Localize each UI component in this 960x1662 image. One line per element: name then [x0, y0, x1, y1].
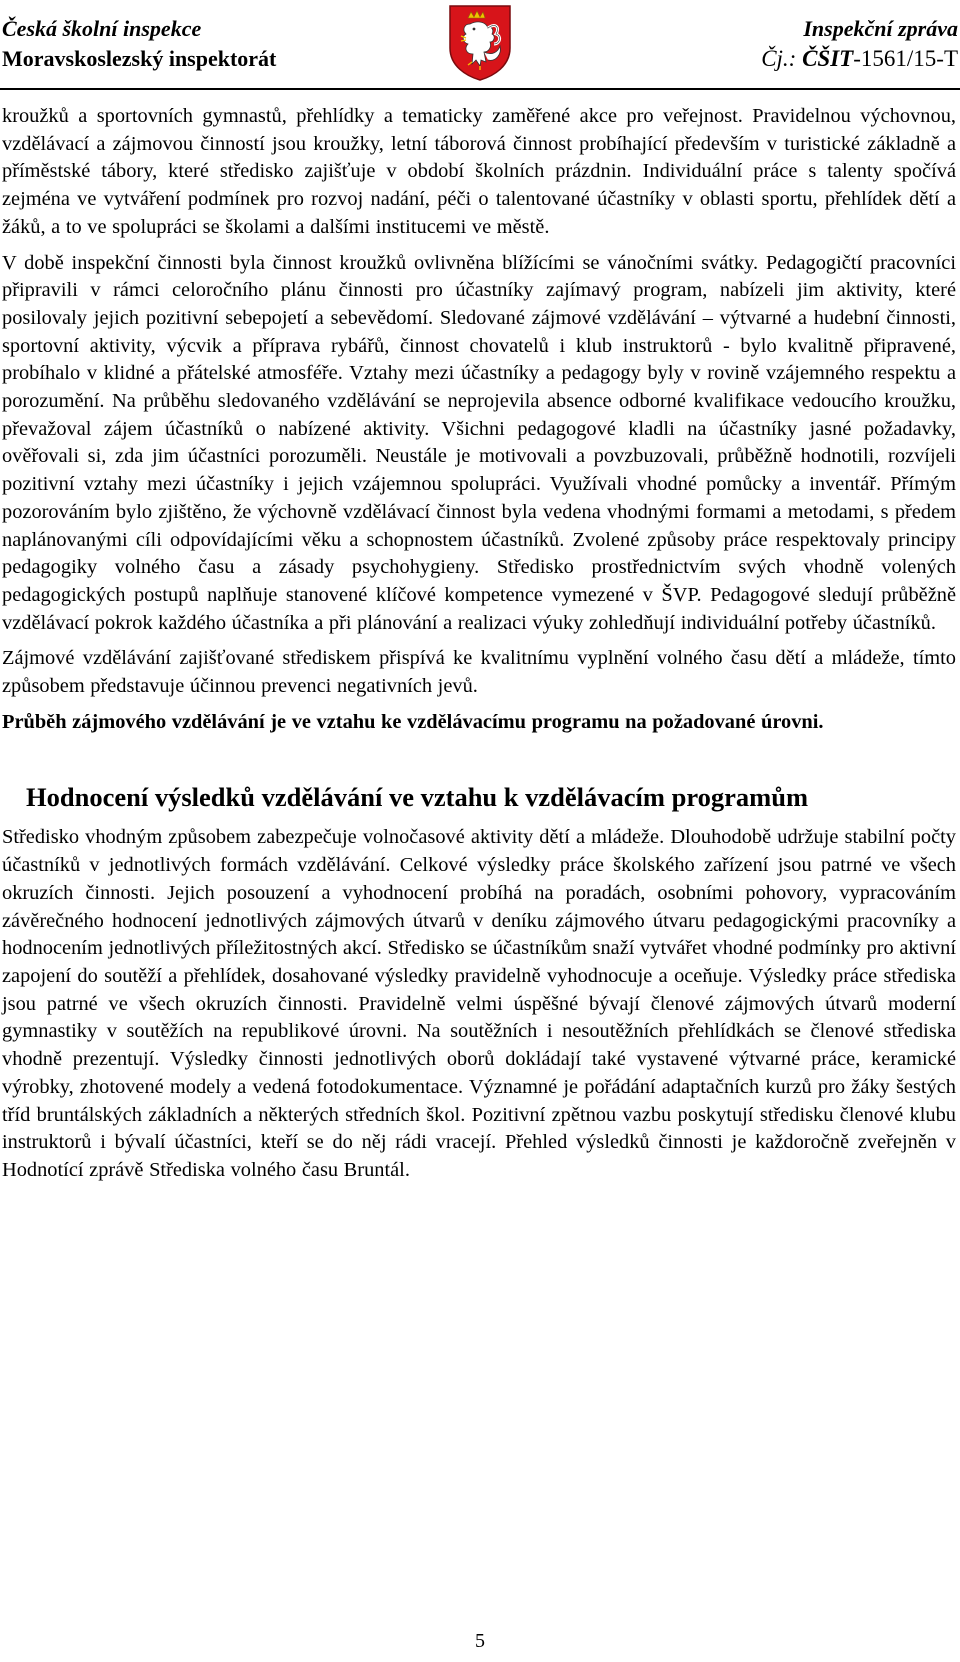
- page-header: [0, 0, 960, 92]
- institution-name: Česká školní inspekce: [2, 16, 202, 41]
- paragraph-conclusion: Průběh zájmového vzdělávání je ve vztahu ke vzdělávacímu programu na požadované úrovni.: [2, 710, 824, 733]
- paragraph-leisure: Zájmové vzdělávání zajišťované střediskem přispívá ke kvalitnímu vyplnění volného času dětí a mládeže, tímto způsobem představuje účinnou prevenci negativních jevů.: [2, 647, 956, 698]
- czech-lion-coat-of-arms-icon: [448, 4, 512, 82]
- ref-number: -1561/15-T: [853, 46, 958, 71]
- ref-code: ČŠIT: [802, 46, 854, 71]
- report-type: Inspekční zpráva: [803, 16, 958, 41]
- header-right: [761, 14, 958, 74]
- page-body: [2, 103, 956, 1185]
- header-divider: [0, 88, 960, 90]
- paragraph-inspection: V době inspekční činnosti byla činnost kroužků ovlivněna blížícími se vánočními svátky. Pedagogičtí pracovníci připravili v rámci celoročního plánu činnosti pro účastníky zajímavý program, nabízeli jim aktivity, které posilovaly jejich pozitivní sebepojetí a sebevědomí. Sledované zájmové vzdělávání – výtvarné a hudební činnosti, sportovní aktivity, výcvik a příprava rybářů, činnost chovatelů i klub instruktorů - bylo kvalitně připravené, probíhalo v klidné a přátelské atmosféře. Vztahy mezi účastníky a pedagogy byly v rovině vzájemného respektu a porozumění. Na průběhu sledovaného vzdělávání se neprojevila absence odborné kvalifikace vedoucího kroužku, převažoval zájem účastníků o nabízené aktivity. Všichni pedagogové kladli na účastníky jasné požadavky, ověřovali si, zda jim účastníci porozuměli. Neustále je motivovali a povzbuzovali, průběžně hodnotili, rozvíjeli pozitivní vztahy mezi účastníky i jejich vzájemnou spolupráci. Využívali vhodné pomůcky a inventář. Přímým pozorováním bylo zjištěno, že výchovně vzdělávací činnost byla vedena vhodnými formami a metodami, s předem naplánovanými cíli odpovídajícími věku a schopnostem účastníků. Zvolené způsoby práce respektovaly principy pedagogiky volného času a zásady psychohygieny. Středisko prostřednictvím svých vhodně volených pedagogických postupů naplňuje stanovené klíčové kompetence vymezené v ŠVP. Pedagogové sledují průběžně vzdělávací pokrok každého účastníka a při plánování a realizaci výuky zohledňují individuální potřeby účastníků.: [2, 251, 956, 634]
- header-left: [2, 14, 276, 74]
- reference-number: [761, 44, 958, 74]
- ref-prefix: Čj.:: [761, 46, 803, 71]
- paragraph-results: Středisko vhodným způsobem zabezpečuje volnočasové aktivity dětí a mládeže. Dlouhodobě udržuje stabilní počty účastníků v jednotlivých formách vzdělávání. Celkové výsledky práce školského zařízení jsou patrné ve všech okruzích činnosti. Jejich posouzení a vyhodnocení probíhá na poradách, osobními pohovory, vypracováním závěrečného hodnocení jednotlivých zájmových útvarů v deníku zájmového útvaru pedagogickými pracovníky a hodnocením jednotlivých příležitostných akcí. Středisko se účastníkům snaží vytvářet vhodné podmínky pro aktivní zapojení do soutěží a přehlídek, dosahované výsledky pravidelně vyhodnocuje a oceňuje. Výsledky práce střediska jsou patrné ve všech okruzích činnosti. Pravidelně velmi úspěšné bývají členové zájmových útvarů moderní gymnastiky v soutěžích na republikové úrovni. Na soutěžních i nesoutěžních přehlídkách se členové střediska vhodně prezentují. Výsledky činnosti jednotlivých oborů dokládají také vystavené výtvarné práce, keramické výrobky, zhotovené modely a vedená fotodokumentace. Významné je pořádání adaptačních kurzů pro žáky šestých tříd bruntálských základních a některých středních škol. Pozitivní zpětnou vazbu poskytují středisku členové klubu instruktorů i bývalí účastníci, kteří se do něj rádi vracejí. Přehled výsledků činnosti je každoročně zveřejněn v Hodnotící zprávě Střediska volného času Bruntál.: [2, 826, 956, 1181]
- inspectorate-name: Moravskoslezský inspektorát: [2, 46, 277, 71]
- page-number: 5: [475, 1630, 485, 1652]
- section-heading: Hodnocení výsledků vzdělávání ve vztahu k vzdělávacím programům: [26, 782, 809, 813]
- paragraph-activities: kroužků a sportovních gymnastů, přehlídky a tematicky zaměřené akce pro veřejnost. Pravidelnou výchovnou, vzdělávací a zájmovou činností jsou kroužky, letní táborová činnost probíhající především v turistické základně a příměstské tábory, které středisko zajišťuje v období školních prázdnin. Individuální práce s talenty spočívá zejména ve vytváření podmínek pro rozvoj nadání, péči o talentované účastníky v oblasti sportu, přehlídek dětí a žáků, a to ve spolupráci se školami a dalšími institucemi ve městě.: [2, 105, 956, 238]
